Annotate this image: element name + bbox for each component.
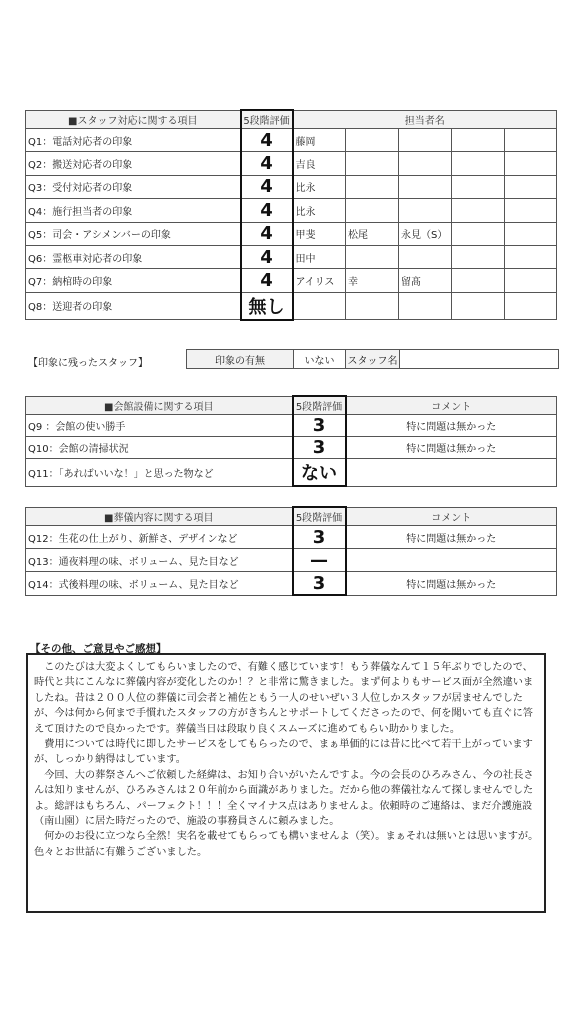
facility-item-header: ■会館設備に関する項目 <box>26 396 293 415</box>
funeral-row <box>26 549 557 572</box>
staff-question: Q6：霊柩車対応者の印象 <box>26 245 241 268</box>
staff-name-cell: 幸 <box>346 269 399 292</box>
funeral-row <box>26 572 557 596</box>
staff-item-header: ■スタッフ対応に関する項目 <box>26 110 241 129</box>
staff-name-cell <box>505 129 557 152</box>
staff-question: Q5：司会・アシメンバーの印象 <box>26 222 241 245</box>
funeral-table-header <box>26 507 557 526</box>
staff-rating-header: 5段階評価 <box>241 110 293 129</box>
staff-name-cell <box>452 129 505 152</box>
staff-rating: 4 <box>241 129 293 152</box>
staff-name-cell <box>346 199 399 222</box>
comment-paragraph: 何かのお役に立つなら全然！実名を載せてもらっても構いませんよ（笑）。まぁそれは無いとは思いますが。色々とお世話に有難うございました。 <box>34 831 539 858</box>
staff-table-header <box>26 110 557 129</box>
facility-rating: 3 <box>293 437 346 459</box>
staff-name-cell <box>399 292 452 320</box>
staff-name-cell <box>452 269 505 292</box>
staff-question: Q1：電話対応者の印象 <box>26 129 241 152</box>
staff-row <box>26 269 557 292</box>
staff-rating: 4 <box>241 269 293 292</box>
staff-name-cell <box>505 245 557 268</box>
facility-question: Q10：会館の清掃状況 <box>26 437 293 459</box>
staff-rating: 4 <box>241 199 293 222</box>
facility-table <box>25 395 557 487</box>
staff-question: Q8：送迎者の印象 <box>26 292 241 320</box>
facility-comment <box>346 459 557 487</box>
staff-name-cell <box>399 129 452 152</box>
funeral-question: Q14：式後料理の味、ボリューム、見た目など <box>26 572 293 596</box>
staff-name-cell <box>346 292 399 320</box>
facility-row <box>26 437 557 459</box>
staff-name-cell <box>399 175 452 198</box>
staff-name-cell: 田中 <box>293 245 346 268</box>
facility-row <box>26 415 557 437</box>
staff-name-cell <box>452 292 505 320</box>
comment-paragraph: 費用については時代に即したサービスをしてもらったので、まぁ単価的には昔に比べて若干上がっていますが、しっかり納得はしています。 <box>34 739 533 766</box>
staff-name-cell: アイリス <box>293 269 346 292</box>
impression-has-value: いない <box>294 350 346 369</box>
staff-name-cell: 松尾 <box>346 222 399 245</box>
staff-row <box>26 222 557 245</box>
staff-name-cell <box>399 245 452 268</box>
staff-name-cell <box>346 175 399 198</box>
staff-names-header: 担当者名 <box>293 110 557 129</box>
staff-name-cell: 比永 <box>293 199 346 222</box>
staff-rating: 4 <box>241 245 293 268</box>
funeral-comment: 特に問題は無かった <box>346 526 557 549</box>
staff-question: Q4：施行担当者の印象 <box>26 199 241 222</box>
funeral-rating: 3 <box>293 572 346 596</box>
facility-rating: ない <box>293 459 346 487</box>
staff-name-cell: 比永 <box>293 175 346 198</box>
funeral-comment-header: コメント <box>346 507 557 526</box>
staff-row <box>26 129 557 152</box>
staff-name-cell: 藤岡 <box>293 129 346 152</box>
staff-name-cell: 永見（S） <box>399 222 452 245</box>
funeral-comment <box>346 549 557 572</box>
staff-name-cell: 甲斐 <box>293 222 346 245</box>
impression-staff-label: スタッフ名 <box>346 350 400 369</box>
staff-name-cell <box>505 269 557 292</box>
staff-name-cell <box>452 152 505 175</box>
staff-name-cell <box>505 175 557 198</box>
staff-question: Q3：受付対応者の印象 <box>26 175 241 198</box>
comments-title: 【その他、ご意見やご感想】 <box>30 643 167 655</box>
facility-comment-header: コメント <box>346 396 557 415</box>
staff-row <box>26 152 557 175</box>
staff-name-cell <box>346 129 399 152</box>
staff-row <box>26 245 557 268</box>
staff-name-cell <box>505 292 557 320</box>
funeral-question: Q13：通夜料理の味、ボリューム、見た目など <box>26 549 293 572</box>
staff-name-cell <box>505 222 557 245</box>
staff-name-cell <box>452 175 505 198</box>
facility-rating-header: 5段階評価 <box>293 396 346 415</box>
facility-question: Q9 ：会館の使い勝手 <box>26 415 293 437</box>
staff-name-cell <box>452 245 505 268</box>
facility-question: Q11：「あればいいな！」と思った物など <box>26 459 293 487</box>
staff-name-cell <box>346 152 399 175</box>
staff-name-cell <box>505 199 557 222</box>
staff-name-cell: 留髙 <box>399 269 452 292</box>
funeral-rating-header: 5段階評価 <box>293 507 346 526</box>
impression-row <box>187 350 559 369</box>
staff-rating: 4 <box>241 222 293 245</box>
staff-name-cell <box>505 152 557 175</box>
facility-rating: 3 <box>293 415 346 437</box>
funeral-table <box>25 506 557 596</box>
staff-name-cell <box>452 199 505 222</box>
staff-table <box>25 109 557 321</box>
staff-rating: 4 <box>241 175 293 198</box>
impression-table <box>186 349 559 369</box>
staff-name-cell <box>346 245 399 268</box>
staff-row <box>26 292 557 320</box>
funeral-rating: 3 <box>293 526 346 549</box>
staff-question: Q7：納棺時の印象 <box>26 269 241 292</box>
staff-rating: 4 <box>241 152 293 175</box>
facility-table-header <box>26 396 557 415</box>
staff-name-cell <box>293 292 346 320</box>
comment-paragraph: このたびは大変よくしてもらいましたので、有難く感じています！もう葬儀なんて１５年ぶりでしたので、時代と共にこんなに葬儀内容が変化したのか！？と非常に驚きました。まず何よりもサービス面が全然違いましたね。昔は２００人位の葬儀に司会者と補佐ともう一人のせいぜい３人位しかスタッフが居ませんでしたが、今は何から何まで手慣れたスタッフの方がきちんとサポートしてくださったので、何を聞いても直ぐに答えて頂けたので良かったです。葬儀当日は段取り良くスムーズに進めてもらい助かりました。 <box>34 662 534 735</box>
funeral-question: Q12：生花の仕上がり、新鮮さ、デザインなど <box>26 526 293 549</box>
impression-staff-value <box>400 350 559 369</box>
facility-comment: 特に問題は無かった <box>346 437 557 459</box>
funeral-item-header: ■葬儀内容に関する項目 <box>26 507 293 526</box>
staff-name-cell <box>399 199 452 222</box>
staff-name-cell: 吉良 <box>293 152 346 175</box>
staff-question: Q2：搬送対応者の印象 <box>26 152 241 175</box>
comments-box <box>26 653 546 913</box>
staff-rating: 無し <box>241 292 293 320</box>
impression-label: 【印象に残ったスタッフ】 <box>28 358 148 369</box>
staff-name-cell <box>399 152 452 175</box>
staff-row <box>26 199 557 222</box>
funeral-rating: — <box>293 549 346 572</box>
staff-name-cell <box>452 222 505 245</box>
comment-paragraph: 今回、大の葬祭さんへご依頼した経緯は、お知り合いがいたんですよ。今の会長のひろみさん、今の社長さんは知りませんが、ひろみさんは２０年前から面識がありました。だから他の葬儀社なんて探しませんでしたよ。総評はもちろん、パーフェクト！！！全くマイナス点はありませんよ。依頼時のご連絡は、まだ介護施設（南山園）に居た時だったので、施設の事務員さんに頼みました。 <box>34 769 534 828</box>
impression-has-label: 印象の有無 <box>187 350 294 369</box>
facility-comment: 特に問題は無かった <box>346 415 557 437</box>
funeral-row <box>26 526 557 549</box>
staff-row <box>26 175 557 198</box>
funeral-comment: 特に問題は無かった <box>346 572 557 596</box>
facility-row <box>26 459 557 487</box>
